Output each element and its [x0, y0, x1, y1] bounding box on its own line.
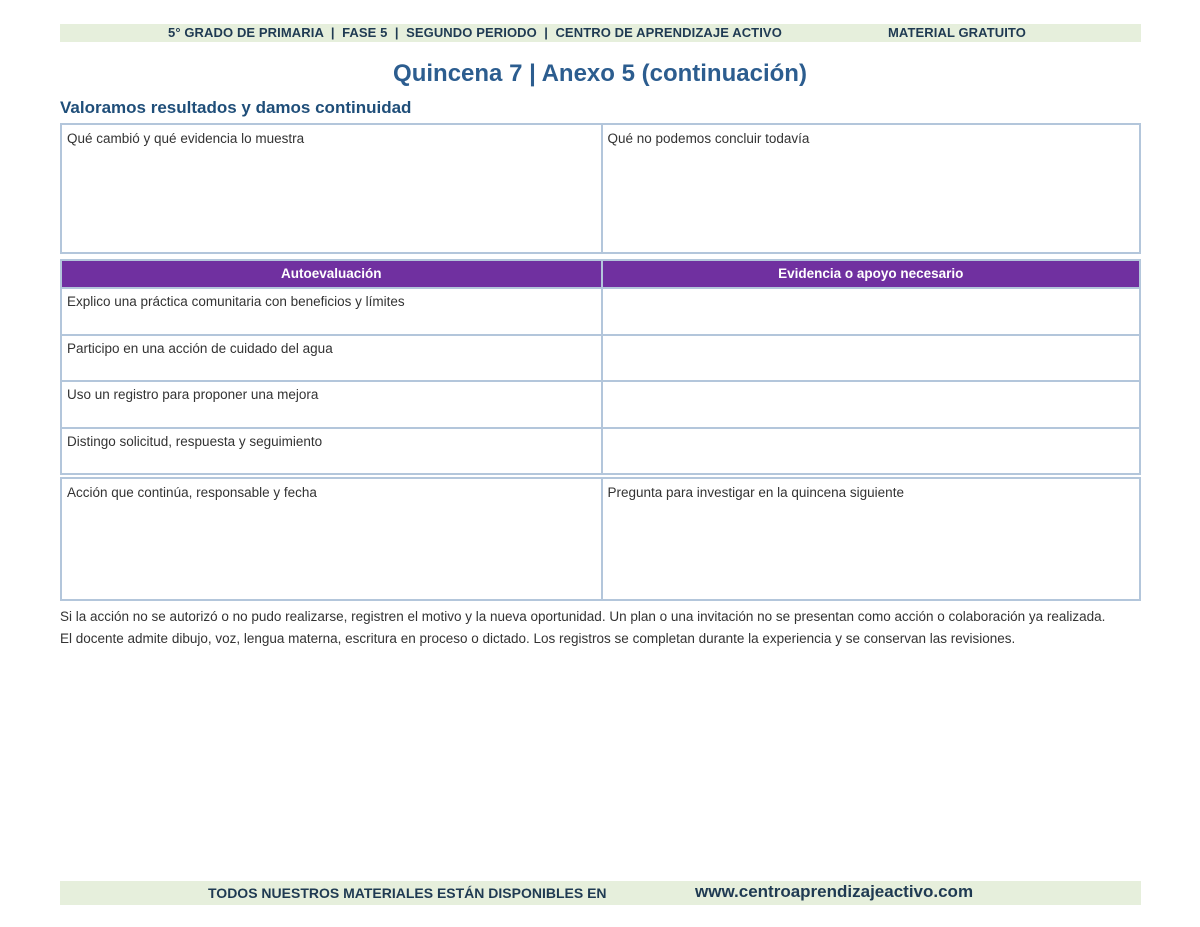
self-assessment-table: [60, 259, 1141, 475]
header-free-material: MATERIAL GRATUITO: [888, 25, 1026, 40]
footer-website-link[interactable]: www.centroaprendizajeactivo.com: [695, 882, 974, 901]
self-assessment-header-row: [62, 261, 1139, 287]
criterion-cell: Participo en una acción de cuidado del agua: [67, 340, 333, 356]
note-paragraph: Si la acción no se autorizó o no pudo realizarse, registren el motivo y la nueva oportunidad. Un plan o una invitación no se presentan como acción o colaboración ya realizada.: [60, 609, 1106, 624]
table-row: [62, 287, 1139, 334]
results-box: [60, 123, 1141, 254]
self-assessment-header: Autoevaluación: [280, 266, 382, 281]
evidence-cell[interactable]: [601, 289, 1140, 334]
note-paragraph: El docente admite dibujo, voz, lengua materna, escritura en proceso o dictado. Los registros se completan durante la experiencia y se conservan las revisiones.: [60, 631, 1016, 646]
criterion-cell: Distingo solicitud, respuesta y seguimiento: [67, 433, 323, 449]
criterion-cell: Uso un registro para proponer una mejora: [67, 387, 319, 402]
next-action-field[interactable]: [62, 479, 601, 599]
next-action-label: Acción que continúa, responsable y fecha: [67, 485, 317, 500]
table-row: [62, 427, 1139, 474]
notes: [60, 606, 1150, 650]
next-question-field[interactable]: [601, 479, 1140, 599]
cannot-conclude-label: Qué no podemos concluir todavía: [607, 131, 810, 146]
footer-band: [60, 881, 1141, 905]
table-row: [62, 334, 1139, 381]
page-title: Quincena 7 | Anexo 5 (continuación): [393, 60, 807, 87]
table-row: [62, 380, 1139, 427]
evidence-cell[interactable]: [601, 429, 1140, 474]
evidence-cell[interactable]: [601, 382, 1140, 427]
footer-label: TODOS NUESTROS MATERIALES ESTÁN DISPONIBLES EN: [208, 885, 607, 901]
header-course-info: 5° GRADO DE PRIMARIA | FASE 5 | SEGUNDO PERIODO | CENTRO DE APRENDIZAJE ACTIVO: [168, 25, 782, 40]
section-subtitle: Valoramos resultados y damos continuidad: [60, 98, 412, 117]
what-changed-label: Qué cambió y qué evidencia lo muestra: [67, 131, 305, 146]
header-band: [60, 24, 1141, 42]
next-question-label: Pregunta para investigar en la quincena siguiente: [607, 485, 904, 500]
evidence-header: Evidencia o apoyo necesario: [601, 261, 1140, 287]
continuity-box: [60, 477, 1141, 601]
criterion-cell: Explico una práctica comunitaria con beneficios y límites: [67, 294, 405, 309]
what-changed-field[interactable]: [62, 125, 601, 252]
evidence-cell[interactable]: [601, 336, 1140, 381]
cannot-conclude-field[interactable]: [601, 125, 1140, 252]
